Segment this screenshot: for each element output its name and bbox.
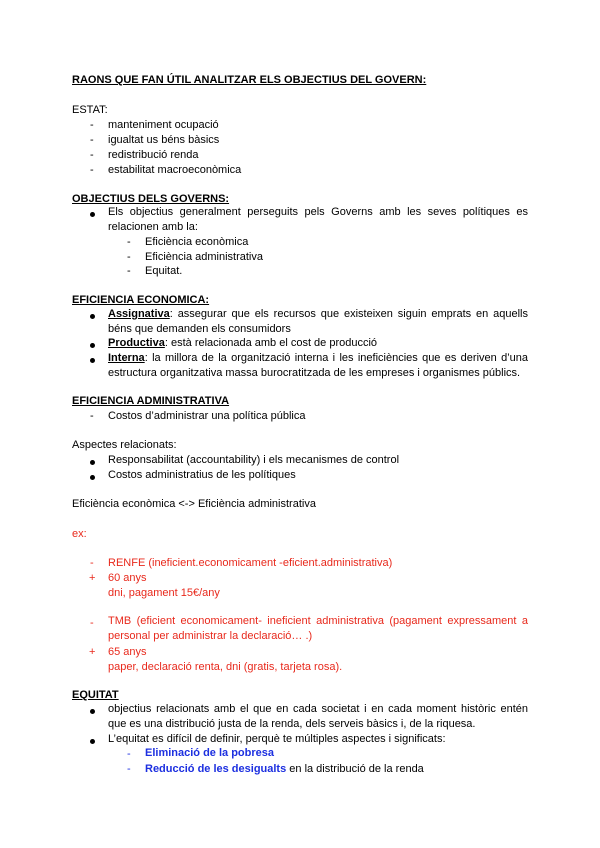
minus-marker: - [90, 617, 94, 629]
estat-item: igualtat us béns bàsics [108, 134, 220, 146]
bullet-icon [90, 353, 95, 367]
plus-marker: + [89, 646, 96, 658]
productiva-term: Productiva [108, 337, 165, 349]
estat-item: estabilitat macroeconòmica [108, 164, 242, 176]
aspecte-item: Responsabilitat (accountability) i els mecanismes de control [108, 454, 400, 466]
interna-text: : la millora de la organització interna i les ineficiències que es deriven d’una estructura organitzativa massa burocratitzada de les empreses i organismes públics. [108, 352, 528, 379]
renfe-line: RENFE (ineficient.economicament -eficient.administrativa) [108, 557, 393, 569]
dash-marker: - [90, 119, 94, 131]
assignativa-item [108, 307, 528, 337]
productiva-text: : està relacionada amb el cost de producció [164, 337, 378, 349]
tmb-detail: paper, declaració renta, dni (gratis, tarjeta rosa). [108, 661, 343, 673]
aspectes-label: Aspectes relacionats: [72, 439, 177, 451]
eficiencia-administrativa-item: Costos d’administrar una política pública [108, 410, 306, 422]
objectius-heading: OBJECTIUS DELS GOVERNS: [72, 193, 230, 205]
bullet-icon [90, 734, 95, 748]
equitat-sub-item [145, 762, 424, 776]
equitat-heading: EQUITAT [72, 689, 119, 701]
dash-marker: - [90, 164, 94, 176]
tmb-line: TMB (eficient economicament- ineficient administrativa (pagament expressament a personal per administrar la declaració… .) [108, 615, 528, 642]
bullet-icon [90, 207, 95, 221]
assignativa-term: Assignativa [108, 308, 170, 320]
objectius-text: Els objectius generalment perseguits pels Governs amb les seves polítiques es relacionen amb la: [108, 206, 528, 233]
tmb-age: 65 anys [108, 646, 147, 658]
productiva-item [108, 336, 377, 350]
plus-marker: + [89, 572, 96, 584]
eficiencia-economica-heading: EFICIENCIA ECONOMICA: [72, 294, 210, 306]
comparison-line: Eficiència econòmica <-> Eficiència administrativa [72, 498, 316, 510]
objectius-item: Equitat. [145, 265, 183, 277]
equitat-sub-item [145, 746, 274, 760]
bullet-icon [90, 455, 95, 469]
blue-dash-marker: - [127, 763, 131, 775]
dash-marker: - [90, 410, 94, 422]
renfe-detail: dni, pagament 15€/any [108, 587, 220, 599]
dash-marker: - [90, 149, 94, 161]
document-title: RAONS QUE FAN ÚTIL ANALITZAR ELS OBJECTIUS DEL GOVERN: [72, 74, 427, 86]
equitat-sub-bold: Reducció de les desigualts [145, 763, 287, 775]
objectius-item: Eficiència econòmica [145, 236, 249, 248]
interna-term: Interna [108, 352, 145, 364]
objectius-item: Eficiència administrativa [145, 251, 263, 263]
equitat-sub-bold: Eliminació de la pobresa [145, 747, 274, 759]
dash-marker: - [127, 265, 131, 277]
assignativa-text: : assegurar que els recursos que existeixen siguin emprats en aquells béns que demanden els consumidors [108, 308, 528, 335]
eficiencia-administrativa-heading: EFICIENCIA ADMINISTRATIVA [72, 395, 230, 407]
estat-item: redistribució renda [108, 149, 199, 161]
bullet-icon [90, 704, 95, 718]
dash-marker: - [127, 251, 131, 263]
equitat-bullet: objectius relacionats amb el que en cada societat i en cada moment històric entén que es una distribució justa de la renda, dels serveis bàsics i, de la riquesa. [108, 703, 528, 730]
minus-marker: - [90, 557, 94, 569]
blue-dash-marker: - [127, 748, 131, 760]
bullet-icon [90, 470, 95, 484]
equitat-sub-rest: en la distribució de la renda [286, 763, 424, 775]
bullet-icon [90, 338, 95, 352]
aspecte-item: Costos administratius de les polítiques [108, 469, 296, 481]
interna-item [108, 351, 528, 381]
estat-label: ESTAT: [72, 104, 108, 116]
dash-marker: - [90, 134, 94, 146]
equitat-bullet: L’equitat es difícil de definir, perquè te múltiples aspectes i significats: [108, 733, 446, 745]
dash-marker: - [127, 236, 131, 248]
estat-item: manteniment ocupació [108, 119, 219, 131]
exemple-label: ex: [72, 528, 87, 540]
bullet-icon [90, 309, 95, 323]
renfe-age: 60 anys [108, 572, 147, 584]
